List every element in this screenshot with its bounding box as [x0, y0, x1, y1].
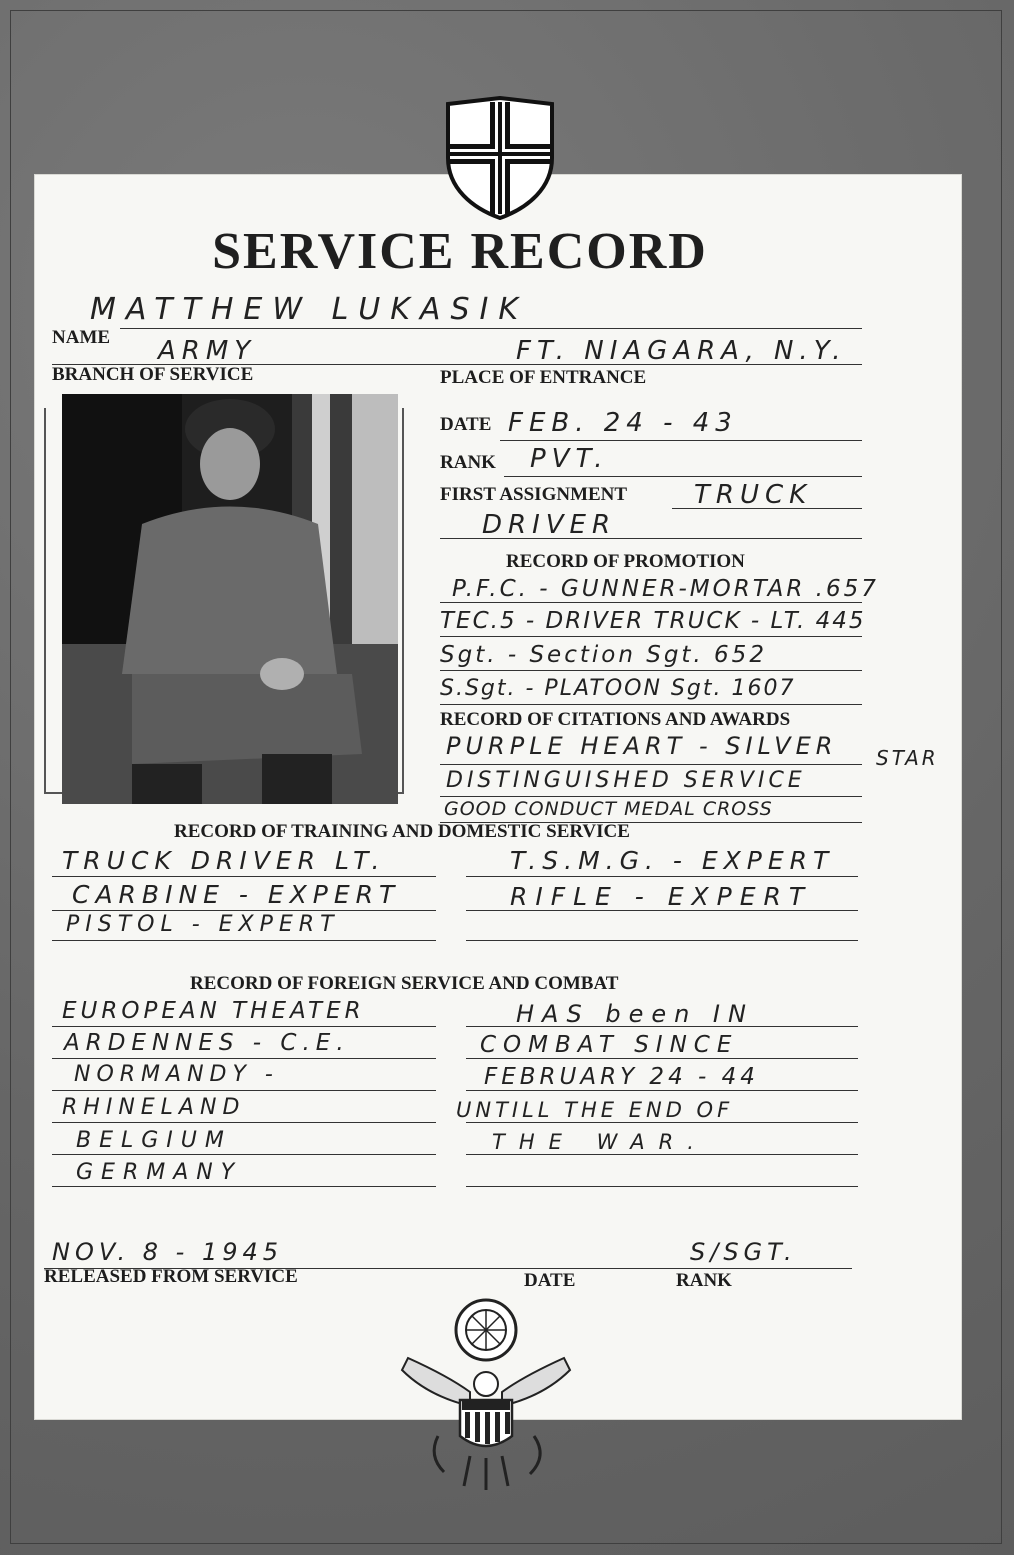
- released-label: RELEASED FROM SERVICE: [44, 1266, 298, 1287]
- foreign-line-4a: [52, 1122, 436, 1123]
- foreign-line-5b: [466, 1154, 858, 1155]
- promotion-2: TEC.5 - DRIVER TRUCK - LT. 445: [440, 608, 866, 634]
- release-rank-label: RANK: [676, 1270, 732, 1291]
- foreign-line-4b: [466, 1122, 858, 1123]
- foreign-left-3: NORMANDY -: [74, 1062, 279, 1087]
- promotion-line-4: [440, 704, 862, 705]
- training-4: RIFLE - EXPERT: [510, 882, 813, 911]
- promotion-4: S.Sgt. - PLATOON Sgt. 1607: [440, 676, 796, 701]
- citations-heading: RECORD OF CITATIONS AND AWARDS: [440, 709, 791, 730]
- foreign-line-2b: [466, 1058, 858, 1059]
- training-2: T.S.M.G. - EXPERT: [510, 846, 835, 875]
- training-line-1a: [52, 876, 436, 877]
- first-assignment-label: FIRST ASSIGNMENT: [440, 484, 628, 505]
- foreign-line-1a: [52, 1026, 436, 1027]
- place-label: PLACE OF ENTRANCE: [440, 367, 647, 388]
- release-date-label: DATE: [524, 1270, 576, 1291]
- foreign-left-6: GERMANY: [76, 1160, 243, 1185]
- training-line-2b: [466, 910, 858, 911]
- place-value: FT. NIAGARA, N.Y.: [516, 336, 847, 366]
- promotion-line-2: [440, 636, 862, 637]
- training-line-3a: [52, 940, 436, 941]
- first-assignment-value-2: DRIVER: [482, 510, 617, 540]
- promotion-line-1: [440, 602, 862, 603]
- foreign-right-5: THE WAR.: [492, 1130, 708, 1154]
- release-date-value: NOV. 8 - 1945: [52, 1238, 284, 1266]
- foreign-left-5: BELGIUM: [76, 1128, 232, 1153]
- foreign-heading: RECORD OF FOREIGN SERVICE AND COMBAT: [190, 973, 619, 994]
- promotion-heading: RECORD OF PROMOTION: [506, 551, 745, 572]
- citation-line-2: [440, 796, 862, 797]
- foreign-line-2a: [52, 1058, 436, 1059]
- rank-line: [504, 476, 862, 477]
- foreign-left-4: RHINELAND: [62, 1095, 246, 1120]
- soldier-photo: [62, 394, 398, 804]
- citation-2: STAR: [876, 746, 939, 770]
- training-line-2a: [52, 910, 436, 911]
- release-rank-value: S/SGT.: [690, 1238, 797, 1266]
- citation-line-1: [440, 764, 862, 765]
- rank-label: RANK: [440, 452, 496, 473]
- foreign-line-6a: [52, 1186, 436, 1187]
- eagle-seal-icon: [398, 1296, 574, 1492]
- promotion-3: Sgt. - Section Sgt. 652: [440, 642, 767, 668]
- name-line: [120, 328, 862, 329]
- first-assignment-line-2: [440, 538, 862, 539]
- rank-value: PVT.: [530, 444, 609, 474]
- training-1: TRUCK DRIVER LT.: [62, 846, 386, 875]
- document-title: SERVICE RECORD: [212, 223, 708, 280]
- date-value: FEB. 24 - 43: [508, 408, 738, 438]
- foreign-right-1: HAS been IN: [516, 1000, 754, 1028]
- promotion-1: P.F.C. - GUNNER-MORTAR .657: [452, 576, 879, 602]
- foreign-line-1b: [466, 1026, 858, 1027]
- branch-value: ARMY: [158, 336, 257, 366]
- foreign-line-5a: [52, 1154, 436, 1155]
- promotion-line-3: [440, 670, 862, 671]
- date-label: DATE: [440, 414, 492, 435]
- shield-cross-icon: [440, 96, 560, 220]
- citation-3: DISTINGUISHED SERVICE: [446, 768, 806, 793]
- date-line: [500, 440, 862, 441]
- training-5: PISTOL - EXPERT: [66, 912, 340, 937]
- foreign-right-3: FEBRUARY 24 - 44: [484, 1064, 759, 1090]
- name-label: NAME: [52, 327, 111, 348]
- foreign-left-1: EUROPEAN THEATER: [62, 998, 365, 1024]
- foreign-line-3a: [52, 1090, 436, 1091]
- foreign-right-2: COMBAT SINCE: [480, 1032, 739, 1058]
- first-assignment-value-1: TRUCK: [694, 480, 813, 510]
- first-assignment-line-1: [672, 508, 862, 509]
- training-3: CARBINE - EXPERT: [72, 880, 401, 909]
- training-line-3b: [466, 940, 858, 941]
- branch-label: BRANCH OF SERVICE: [52, 364, 254, 385]
- training-line-1b: [466, 876, 858, 877]
- foreign-line-3b: [466, 1090, 858, 1091]
- citation-4: GOOD CONDUCT MEDAL CROSS: [444, 798, 773, 820]
- foreign-right-4: UNTILL THE END OF: [456, 1098, 734, 1122]
- foreign-line-6b: [466, 1186, 858, 1187]
- name-value: MATTHEW LUKASIK: [90, 292, 529, 327]
- citation-1: PURPLE HEART - SILVER: [446, 732, 838, 760]
- training-heading: RECORD OF TRAINING AND DOMESTIC SERVICE: [174, 821, 630, 842]
- foreign-left-2: ARDENNES - C.E.: [64, 1030, 350, 1056]
